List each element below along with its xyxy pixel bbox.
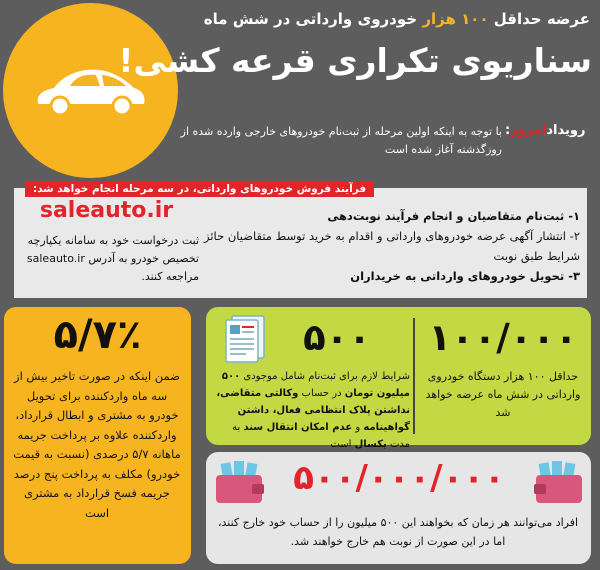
brand-part2: امروز <box>510 123 547 138</box>
penalty-desc: ضمن اینکه در صورت تاخیر بیش از سه ماه واردکننده برای تحویل خودرو به مشتری و ابطال قرارداد، واردکننده علاوه بر پرداخت جریمه ماهانه ۵/۷ درصدی (نسبت به قیمت خودرو) مکلف به پرداخت پنج درصد جریمه فسخ قرارداد به مشتری است <box>13 369 181 520</box>
process-step: ۱- ثبت‌نام متقاضیان و انجام فرآیند نوبت‌دهی <box>327 209 580 223</box>
top-line <box>190 10 590 28</box>
deposit-desc <box>210 368 410 453</box>
deposit-desc-7: به مدت <box>232 422 410 450</box>
deposit-desc-1: شرایط لازم برای ثبت‌نام شامل موجودی <box>243 371 410 382</box>
deposit-value: ۵۰۰ <box>303 316 371 359</box>
supply-value: ۱۰۰/۰۰۰ <box>428 316 578 359</box>
amount-desc: افراد می‌توانند هر زمان که بخواهند این ۵۰۰ میلیون را از حساب خود خارج کنند، اما در این صورت از نوبت هم خارج خواهند شد. <box>217 516 579 548</box>
amount-value: ۵۰۰/۰۰۰/۰۰۰ <box>293 458 505 498</box>
brand-colon: : <box>505 123 511 138</box>
lead-text: با توجه به اینکه اولین مرحله از ثبت‌نام خودروهای خارجی وارده شده از روزگذشته آغاز شده است <box>180 125 502 156</box>
wallet-icon <box>532 459 584 505</box>
deposit-desc-8: یکسال <box>354 439 387 450</box>
deposit-desc-6: عدم امکان انتقال سند <box>243 422 353 433</box>
process-heading: فرآیند فروش خودروهای وارداتی، در سه مرحله انجام خواهد شد: <box>25 181 374 197</box>
deposit-desc-9: است <box>330 439 352 450</box>
document-icon <box>222 314 268 364</box>
deposit-desc-3: در حساب <box>301 388 342 399</box>
supply-desc: حداقل ۱۰۰ هزار دستگاه خودروی وارداتی در شش ماه عرضه خواهد شد <box>425 370 581 419</box>
penalty-value: ۵/۷٪ <box>53 312 142 358</box>
top-line-suffix: خودروی وارداتی در شش ماه <box>203 10 418 28</box>
deposit-desc-4: وکالتی متقاضی، نداشتن پلاک انتظامی فعال، داشتن گواهینامه <box>216 388 410 433</box>
process-step: ۳- تحویل خودروهای وارداتی به خریداران <box>350 269 580 283</box>
top-line-accent: ۱۰۰ هزار <box>422 10 489 28</box>
brand-part1: رویداد <box>546 123 586 138</box>
site-url: saleauto.ir <box>39 198 174 223</box>
deposit-desc-2: ۵۰۰ میلیون تومان <box>221 371 410 399</box>
process-steps <box>200 206 580 286</box>
headline: سناریوی تکراری قرعه کشی! <box>118 41 592 80</box>
process-step: ۲- انتشار آگهی عرضه خودروهای وارداتی و اقدام به خرید توسط متقاضیان حائز شرایط طبق نوبت <box>204 229 580 263</box>
deposit-desc-5: و <box>355 422 361 433</box>
top-line-prefix: عرضه حداقل <box>493 10 590 28</box>
wallet-icon <box>214 459 266 505</box>
stats-divider <box>413 318 415 434</box>
site-desc: ثبت درخواست خود به سامانه یکپارچه تخصیص خودرو به آدرس saleauto.ir مراجعه کنند. <box>26 234 199 283</box>
brand-logo <box>505 123 585 138</box>
